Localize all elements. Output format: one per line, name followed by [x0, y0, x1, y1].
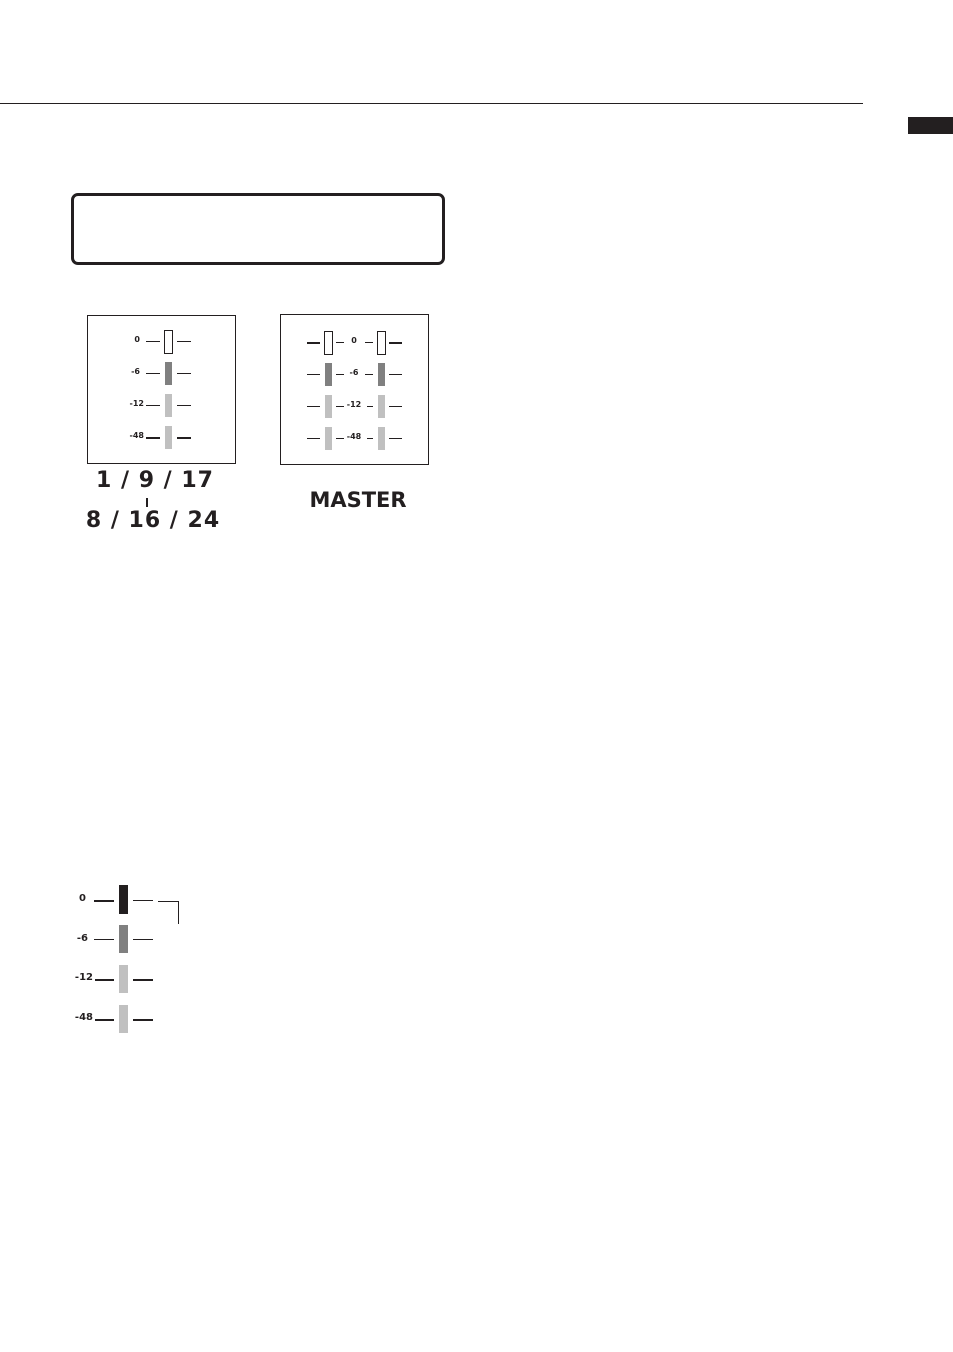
- legend-scale-label-minus48: -48: [74, 1012, 93, 1023]
- legend-scale-label-minus6: -6: [76, 933, 88, 944]
- master-meter-panel: [280, 314, 429, 465]
- tick: [94, 939, 114, 940]
- channel-label-line1: 1 / 9 / 17: [96, 468, 214, 493]
- tick: [367, 438, 373, 439]
- clip-callout-bracket: [158, 901, 179, 924]
- tick: [146, 437, 160, 439]
- tick: [177, 373, 191, 374]
- master-scale-label-minus12: -12: [346, 400, 362, 409]
- tick: [133, 939, 153, 940]
- header-rule: [0, 103, 863, 104]
- meter-segment-light: [165, 394, 172, 417]
- legend-segment-dark: [119, 925, 128, 953]
- tick: [95, 1019, 114, 1021]
- scale-label-minus48: -48: [129, 431, 144, 440]
- tick: [307, 342, 320, 344]
- tick: [307, 406, 320, 407]
- tick: [146, 405, 160, 406]
- tick: [336, 342, 344, 343]
- tick: [133, 900, 153, 901]
- meter-segment-light-right: [378, 427, 385, 450]
- tick: [177, 437, 191, 439]
- meter-segment-clip-off: [164, 330, 173, 354]
- tick: [389, 374, 402, 375]
- meter-segment-light-left: [325, 395, 332, 418]
- legend-scale-label-minus12: -12: [74, 972, 93, 983]
- tick: [146, 341, 160, 342]
- meter-segment-dark-right: [378, 363, 385, 386]
- tick: [365, 342, 373, 343]
- tick: [389, 342, 402, 344]
- scale-label-minus12: -12: [129, 399, 144, 408]
- tick: [389, 406, 402, 407]
- tick: [307, 374, 320, 375]
- tick: [307, 438, 320, 439]
- meter-segment-light-right: [378, 395, 385, 418]
- tick: [133, 979, 153, 981]
- tick: [177, 341, 191, 342]
- meter-segment-clip-off-left: [324, 331, 333, 355]
- legend-segment-light: [119, 965, 128, 993]
- meter-segment-clip-off-right: [377, 331, 386, 355]
- tick: [95, 979, 114, 981]
- scale-label-minus6: -6: [131, 367, 140, 376]
- tick: [336, 374, 344, 375]
- meter-segment-light-left: [325, 427, 332, 450]
- section-tab: [908, 117, 953, 134]
- tick: [389, 438, 402, 439]
- legend-segment-clip-on: [119, 885, 128, 914]
- scale-label-0: 0: [134, 335, 140, 344]
- tick: [146, 373, 160, 374]
- master-scale-label-0: 0: [351, 336, 357, 345]
- channel-meter-panel: [87, 315, 236, 464]
- tick: [365, 374, 373, 375]
- tick: [133, 1019, 153, 1021]
- master-label: MASTER: [309, 488, 407, 512]
- tick: [177, 405, 191, 406]
- master-scale-label-minus6: -6: [349, 368, 359, 377]
- channel-label-line2: 8 / 16 / 24: [85, 508, 221, 533]
- tick: [367, 406, 373, 407]
- meter-segment-dark: [165, 362, 172, 385]
- meter-segment-dark-left: [325, 363, 332, 386]
- tick: [94, 900, 114, 902]
- meter-segment-light: [165, 426, 172, 449]
- channel-range-tick: [146, 498, 148, 507]
- legend-segment-light: [119, 1005, 128, 1033]
- callout-box: [71, 193, 445, 265]
- master-scale-label-minus48: -48: [346, 432, 362, 441]
- legend-scale-label-0: 0: [79, 893, 86, 904]
